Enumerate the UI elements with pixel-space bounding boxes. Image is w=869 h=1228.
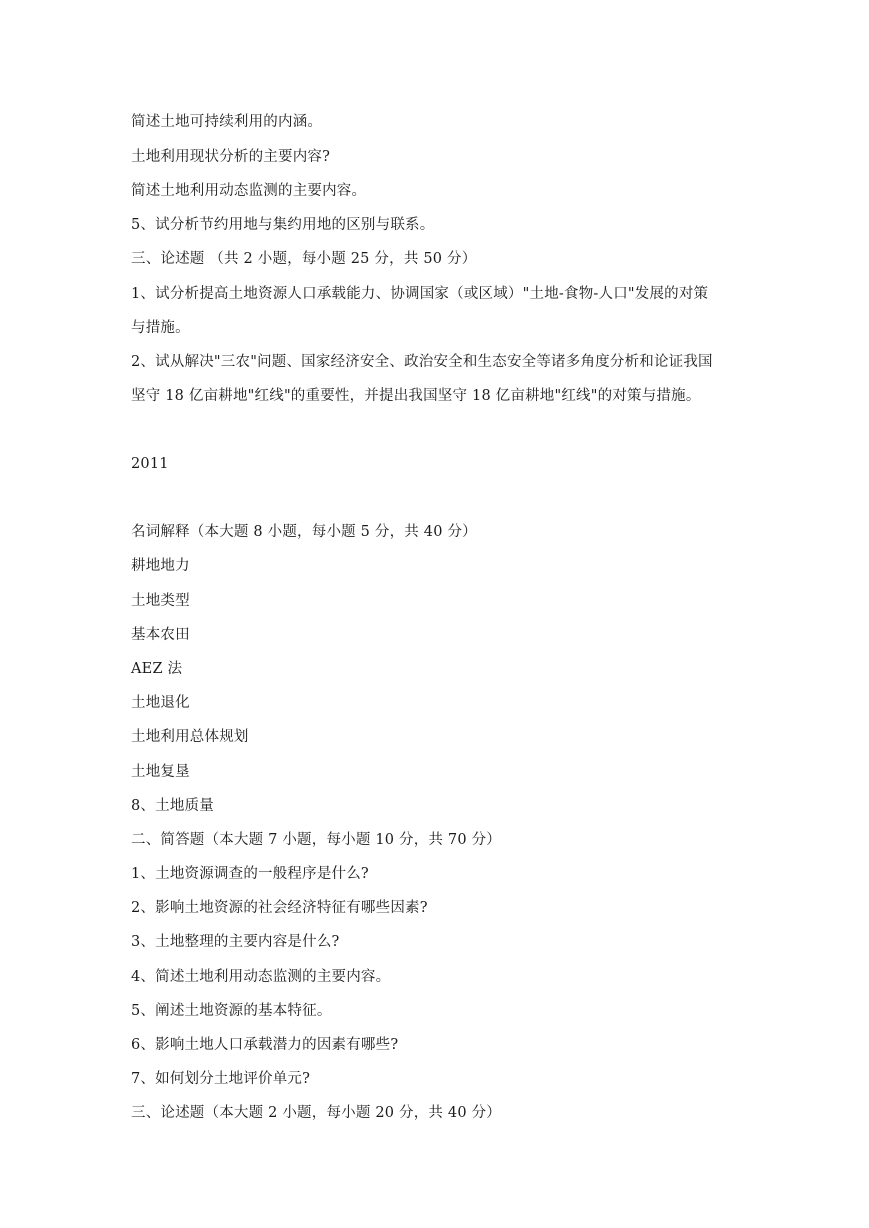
list-item: 耕地地力 <box>131 558 190 574</box>
list-item: 7、如何划分土地评价单元? <box>131 1071 311 1087</box>
text-line: 5、试分析节约用地与集约用地的区别与联系。 <box>131 217 435 233</box>
year-heading: 2011 <box>131 456 169 472</box>
section-heading: 三、论述题 （共 2 小题，每小题 25 分，共 50 分） <box>131 251 477 267</box>
text-line: 坚守 18 亿亩耕地"红线"的重要性，并提出我国坚守 18 亿亩耕地"红线"的对策与措施。 <box>131 388 701 404</box>
list-item: 土地复垦 <box>131 764 190 780</box>
section-heading: 名词解释（本大题 8 小题，每小题 5 分，共 40 分） <box>131 524 477 540</box>
text-line: 与措施。 <box>131 320 190 336</box>
section-heading: 二、简答题（本大题 7 小题，每小题 10 分，共 70 分） <box>131 832 501 848</box>
list-item: 5、阐述土地资源的基本特征。 <box>131 1003 332 1019</box>
list-item: 土地退化 <box>131 695 190 711</box>
text-line: 简述土地利用动态监测的主要内容。 <box>131 183 367 199</box>
list-item: 6、影响土地人口承载潜力的因素有哪些? <box>131 1037 399 1053</box>
list-item: 4、简述土地利用动态监测的主要内容。 <box>131 969 391 985</box>
list-item: 3、土地整理的主要内容是什么? <box>131 934 340 950</box>
text-line: 2、试从解决"三农"问题、国家经济安全、政治安全和生态安全等诸多角度分析和论证我国 <box>131 354 713 370</box>
list-item: AEZ 法 <box>131 661 183 677</box>
list-item: 土地利用总体规划 <box>131 729 249 745</box>
text-line: 简述土地可持续利用的内涵。 <box>131 114 323 130</box>
list-item: 8、土地质量 <box>131 798 214 814</box>
list-item: 1、土地资源调查的一般程序是什么? <box>131 866 369 882</box>
section-heading: 三、论述题（本大题 2 小题，每小题 20 分，共 40 分） <box>131 1105 501 1121</box>
list-item: 基本农田 <box>131 627 190 643</box>
list-item: 2、影响土地资源的社会经济特征有哪些因素? <box>131 900 428 916</box>
text-line: 1、试分析提高土地资源人口承载能力、协调国家（或区域）"土地-食物-人口"发展的对策 <box>131 286 709 302</box>
text-line: 土地利用现状分析的主要内容? <box>131 149 331 165</box>
list-item: 土地类型 <box>131 593 190 609</box>
